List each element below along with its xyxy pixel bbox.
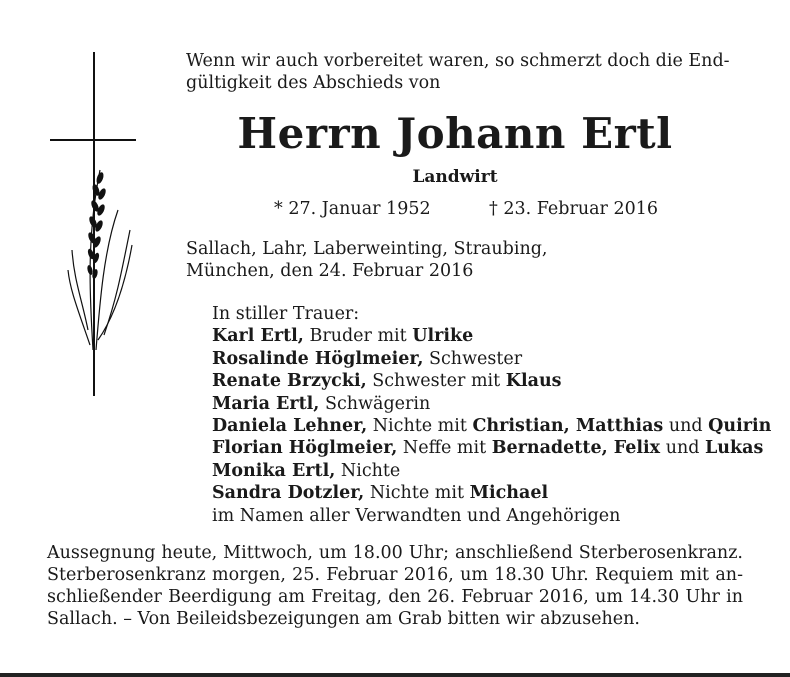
place-and-date bbox=[186, 238, 547, 282]
mourner-name: Lukas bbox=[705, 438, 764, 459]
mourner-line bbox=[212, 460, 771, 482]
mourner-relation: Nichte mit bbox=[364, 483, 470, 504]
intro-line: Wenn wir auch vorbereitet waren, so schmerzt doch die End- bbox=[186, 51, 730, 71]
mourner-name: Karl Ertl, bbox=[212, 326, 304, 347]
mourners-closing: im Namen aller Verwandten und Angehörigen bbox=[212, 505, 621, 526]
mourners-list bbox=[212, 303, 771, 527]
bottom-rule bbox=[0, 673, 790, 677]
service-line: Sterberosenkranz morgen, 25. Februar 2016, um 18.30 Uhr. Requiem mit an- bbox=[47, 565, 743, 585]
mourner-line bbox=[212, 393, 771, 415]
mourner-name: Bernadette, Felix bbox=[491, 438, 661, 459]
mourner-name: Florian Höglmeier, bbox=[212, 438, 398, 459]
mourner-relation: Schwester bbox=[423, 348, 523, 369]
mourner-name: Renate Brzycki, bbox=[212, 371, 367, 392]
mourner-relation: Nichte mit bbox=[367, 416, 473, 437]
service-details bbox=[47, 542, 743, 630]
intro-text bbox=[186, 50, 746, 94]
mourner-relation: und bbox=[660, 438, 705, 459]
place-line: München, den 24. Februar 2016 bbox=[186, 261, 474, 281]
mourner-name: Michael bbox=[469, 483, 549, 504]
mourner-name: Ulrike bbox=[412, 326, 474, 347]
mourner-line bbox=[212, 348, 771, 370]
mourners-heading: In stiller Trauer: bbox=[212, 304, 360, 324]
mourner-relation: Schwester mit bbox=[366, 371, 506, 392]
mourner-name: Quirin bbox=[708, 416, 772, 437]
mourner-name: Christian, Matthias bbox=[472, 416, 664, 437]
mourner-relation: Nichte bbox=[335, 460, 401, 481]
birth-date: * 27. Januar 1952 bbox=[274, 199, 431, 219]
mourner-name: Monika Ertl, bbox=[212, 460, 336, 481]
mourner-line bbox=[212, 437, 771, 459]
mourner-line bbox=[212, 370, 771, 392]
deceased-name: Herrn Johann Ertl bbox=[237, 109, 673, 158]
mourner-relation: Schwägerin bbox=[319, 393, 431, 414]
intro-line: gültigkeit des Abschieds von bbox=[186, 73, 441, 93]
mourner-lines bbox=[212, 325, 771, 504]
service-line: Aussegnung heute, Mittwoch, um 18.00 Uhr; anschließend Sterberosenkranz. bbox=[47, 543, 743, 563]
mourner-line bbox=[212, 325, 771, 347]
mourner-name: Klaus bbox=[505, 371, 562, 392]
mourner-line bbox=[212, 482, 771, 504]
mourner-relation: und bbox=[663, 416, 709, 437]
mourner-relation: Neffe mit bbox=[397, 438, 492, 459]
mourner-line bbox=[212, 415, 771, 437]
mourner-name: Sandra Dotzler, bbox=[212, 483, 365, 504]
service-line: Sallach. – Von Beileidsbezeigungen am Grab bitten wir abzusehen. bbox=[47, 609, 640, 629]
mourner-name: Daniela Lehner, bbox=[212, 416, 368, 437]
place-line: Sallach, Lahr, Laberweinting, Straubing, bbox=[186, 239, 548, 259]
service-line: schließender Beerdigung am Freitag, den 26. Februar 2016, um 14.30 Uhr in bbox=[47, 587, 743, 607]
mourner-name: Maria Ertl, bbox=[212, 393, 320, 414]
occupation: Landwirt bbox=[412, 167, 498, 187]
mourner-relation: Bruder mit bbox=[303, 326, 413, 347]
death-date: † 23. Februar 2016 bbox=[489, 199, 658, 219]
mourner-name: Rosalinde Höglmeier, bbox=[212, 348, 424, 369]
